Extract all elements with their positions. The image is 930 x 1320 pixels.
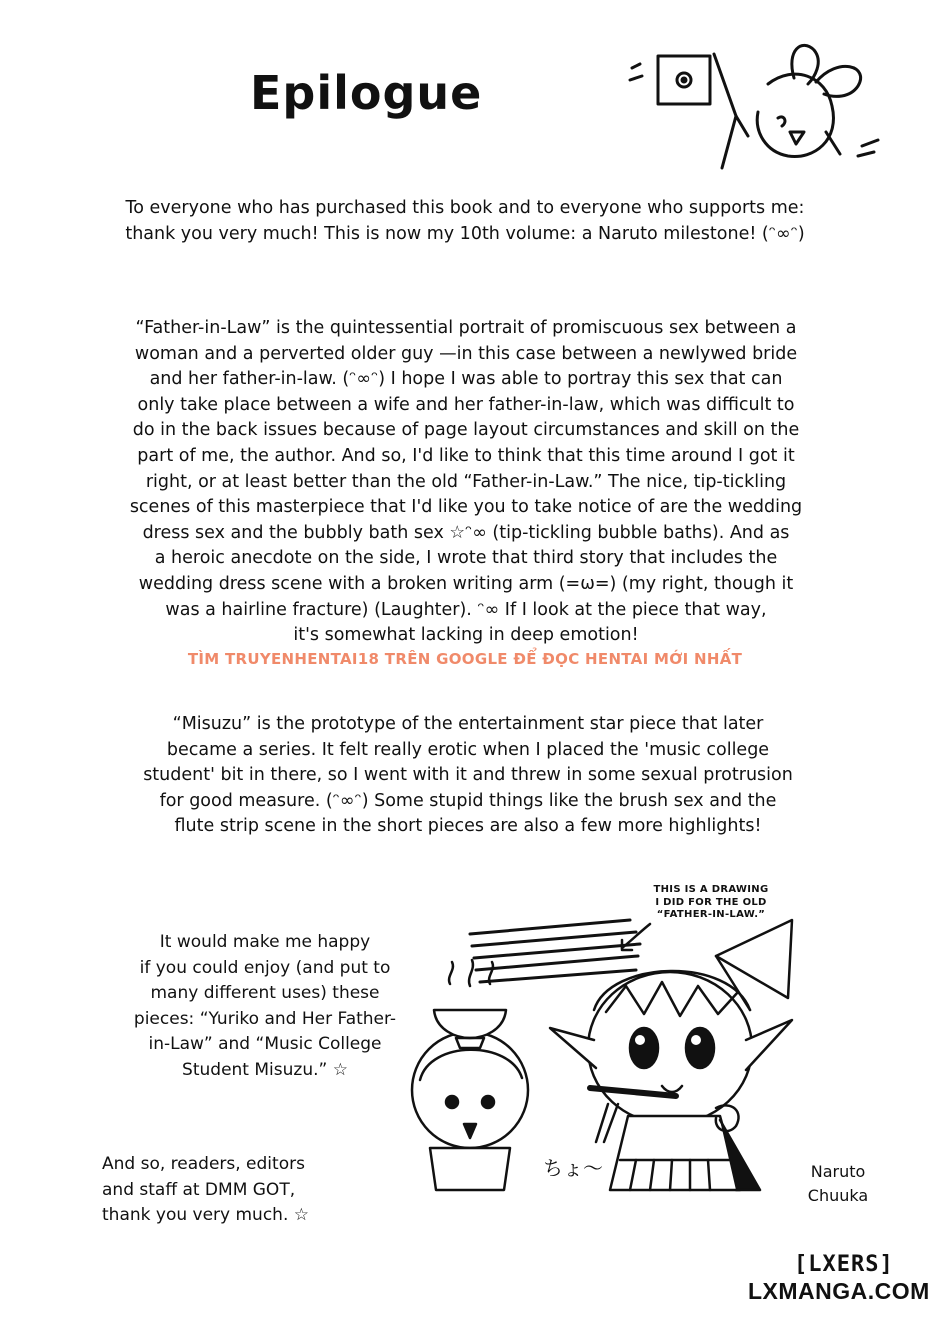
text-line: if you could enjoy (and put to bbox=[139, 957, 391, 978]
author-signature bbox=[788, 1160, 888, 1208]
text-line: wedding dress scene with a broken writing arm (=ω=) (my right, though it bbox=[138, 573, 794, 594]
text-line: became a series. It felt really erotic when I placed the 'music college bbox=[166, 739, 770, 760]
text-line: scenes of this masterpiece that I'd like you to take notice of are the wedding bbox=[129, 497, 803, 518]
credit-group: [LXERS] bbox=[794, 1252, 894, 1277]
text-line: for good measure. (ᵔ∞ᵔ) Some stupid things like the brush sex and the bbox=[159, 790, 777, 811]
text-line: thank you very much. ☆ bbox=[102, 1205, 309, 1225]
text-line: And so, readers, editors bbox=[102, 1154, 305, 1174]
text-line: a heroic anecdote on the side, I wrote that third story that includes the bbox=[154, 548, 778, 569]
intro-paragraph bbox=[90, 196, 840, 247]
text-line: thank you very much! This is now my 10th volume: a Naruto milestone! (ᵔ∞ᵔ) bbox=[125, 223, 805, 244]
text-line: and staff at DMM GOT, bbox=[102, 1179, 296, 1200]
sound-effect: ちょ〜 bbox=[543, 1156, 603, 1180]
text-line: I DID FOR THE OLD bbox=[655, 896, 767, 908]
father-in-law-paragraph bbox=[96, 316, 836, 649]
text-line: student' bit in there, so I went with it and threw in some sexual protrusion bbox=[143, 765, 793, 786]
text-line: pieces: “Yuriko and Her Father- bbox=[133, 1008, 397, 1029]
enjoy-paragraph bbox=[120, 930, 410, 1083]
flag-rabbit-doodle-icon bbox=[618, 36, 888, 186]
text-line: Student Misuzu.” ☆ bbox=[182, 1059, 348, 1080]
credit-site: LXMANGA.COM bbox=[748, 1278, 930, 1304]
text-line: dress sex and the bubbly bath sex ☆ᵔ∞ (tip-tickling bubble baths). And as bbox=[142, 522, 790, 543]
text-line: was a hairline fracture) (Laughter). ᵔ∞ If I look at the piece that way, bbox=[165, 599, 767, 620]
text-line: only take place between a wife and her father-in-law, which was difficult to bbox=[137, 394, 795, 415]
text-line: woman and a perverted older guy —in this case between a newlywed bride bbox=[134, 343, 798, 364]
thanks-paragraph bbox=[102, 1152, 392, 1229]
text-line: flute strip scene in the short pieces are also a few more highlights! bbox=[174, 816, 762, 837]
text-line: it's somewhat lacking in deep emotion! bbox=[293, 625, 639, 646]
text-line: Chuuka bbox=[807, 1186, 869, 1205]
text-line: right, or at least better than the old “Father-in-Law.” The nice, tip-tickling bbox=[145, 471, 787, 492]
misuzu-paragraph bbox=[118, 712, 818, 840]
text-line: part of me, the author. And so, I'd like to think that this time around I got it bbox=[137, 445, 795, 466]
text-line: “Misuzu” is the prototype of the entertainment star piece that later bbox=[172, 714, 764, 734]
text-line: It would make me happy bbox=[159, 932, 371, 952]
page-title: Epilogue bbox=[250, 66, 483, 120]
text-line: and her father-in-law. (ᵔ∞ᵔ) I hope I was able to portray this sex that can bbox=[149, 369, 783, 390]
watermark-text: TÌM TRUYENHENTAI18 TRÊN GOOGLE ĐỂ ĐỌC HENTAI MỚI NHẤT bbox=[187, 650, 743, 668]
drawing-note bbox=[646, 884, 776, 922]
text-line: THIS IS A DRAWING bbox=[653, 884, 769, 895]
text-line: in-Law” and “Music College bbox=[148, 1034, 382, 1054]
text-line: “FATHER-IN-LAW.” bbox=[656, 909, 766, 920]
text-line: do in the back issues because of page layout circumstances and skill on the bbox=[132, 420, 800, 441]
text-line: many different uses) these bbox=[150, 983, 380, 1003]
text-line: To everyone who has purchased this book and to everyone who supports me: bbox=[125, 198, 805, 218]
text-line: Naruto bbox=[810, 1162, 866, 1181]
text-line: “Father-in-Law” is the quintessential portrait of promiscuous sex between a bbox=[135, 318, 797, 338]
